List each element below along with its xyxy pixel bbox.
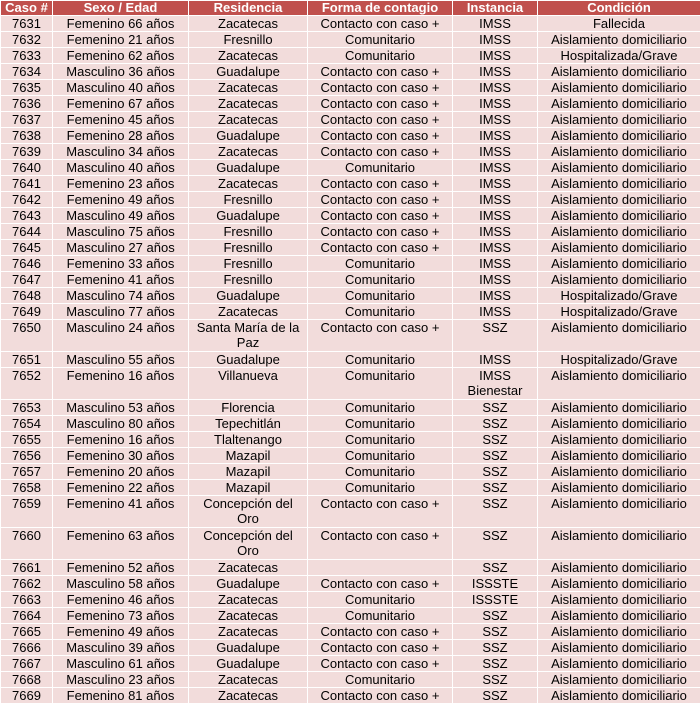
cell-residencia: Fresnillo [189,240,308,256]
cell-sexo-edad: Masculino 40 años [53,160,189,176]
cell-caso: 7661 [1,560,53,576]
cell-condicion: Aislamiento domiciliario [538,64,700,80]
cell-caso: 7639 [1,144,53,160]
cell-forma-contagio: Contacto con caso + [308,320,453,352]
cell-condicion: Aislamiento domiciliario [538,656,700,672]
table-row [1,496,700,528]
cell-caso: 7652 [1,368,53,400]
cell-instancia: IMSS [453,64,538,80]
cell-condicion: Hospitalizada/Grave [538,48,700,64]
cell-caso: 7637 [1,112,53,128]
cell-caso: 7667 [1,656,53,672]
cell-forma-contagio: Comunitario [308,672,453,688]
cell-residencia: Zacatecas [189,16,308,32]
cell-caso: 7643 [1,208,53,224]
cell-residencia: Zacatecas [189,608,308,624]
cell-instancia: ISSSTE [453,592,538,608]
table-header [1,1,700,16]
cell-instancia: SSZ [453,432,538,448]
cell-instancia: SSZ [453,464,538,480]
cell-condicion: Hospitalizado/Grave [538,304,700,320]
cell-instancia: SSZ [453,496,538,528]
table-row [1,592,700,608]
cell-forma-contagio: Contacto con caso + [308,16,453,32]
cell-instancia: SSZ [453,656,538,672]
cell-caso: 7648 [1,288,53,304]
cell-sexo-edad: Femenino 41 años [53,272,189,288]
cell-caso: 7666 [1,640,53,656]
cell-sexo-edad: Femenino 28 años [53,128,189,144]
cell-forma-contagio: Contacto con caso + [308,96,453,112]
cell-residencia: Tlaltenango [189,432,308,448]
cell-sexo-edad: Masculino 24 años [53,320,189,352]
cell-sexo-edad: Masculino 53 años [53,400,189,416]
cell-residencia: Zacatecas [189,80,308,96]
cell-caso: 7636 [1,96,53,112]
cell-condicion: Fallecida [538,16,700,32]
cell-instancia: IMSS [453,96,538,112]
cell-residencia: Concepción del Oro [189,528,308,560]
cell-instancia: IMSS [453,128,538,144]
cell-instancia: IMSS [453,224,538,240]
cell-caso: 7656 [1,448,53,464]
table-row [1,528,700,560]
cell-instancia: IMSS [453,48,538,64]
cell-forma-contagio: Contacto con caso + [308,80,453,96]
cell-forma-contagio: Contacto con caso + [308,624,453,640]
table-row [1,560,700,576]
cell-sexo-edad: Masculino 34 años [53,144,189,160]
cell-condicion: Aislamiento domiciliario [538,112,700,128]
cell-residencia: Zacatecas [189,112,308,128]
cell-condicion: Aislamiento domiciliario [538,272,700,288]
cell-condicion: Aislamiento domiciliario [538,624,700,640]
cell-caso: 7635 [1,80,53,96]
cell-sexo-edad: Femenino 67 años [53,96,189,112]
cell-caso: 7651 [1,352,53,368]
cell-caso: 7653 [1,400,53,416]
cell-condicion: Hospitalizado/Grave [538,352,700,368]
cell-caso: 7638 [1,128,53,144]
column-header-sexo-edad: Sexo / Edad [53,1,189,16]
table-row [1,16,700,32]
cell-forma-contagio: Contacto con caso + [308,528,453,560]
table-row [1,160,700,176]
cell-residencia: Fresnillo [189,272,308,288]
table-row [1,32,700,48]
cell-caso: 7665 [1,624,53,640]
cell-caso: 7634 [1,64,53,80]
cell-caso: 7645 [1,240,53,256]
cell-forma-contagio: Contacto con caso + [308,192,453,208]
cell-residencia: Mazapil [189,464,308,480]
table-row [1,464,700,480]
cell-instancia: SSZ [453,400,538,416]
cell-sexo-edad: Femenino 22 años [53,480,189,496]
cell-instancia: SSZ [453,320,538,352]
table-row [1,272,700,288]
cell-instancia: IMSS [453,16,538,32]
cell-condicion: Aislamiento domiciliario [538,592,700,608]
cell-residencia: Guadalupe [189,656,308,672]
cell-instancia: SSZ [453,416,538,432]
table-row [1,432,700,448]
cell-condicion: Aislamiento domiciliario [538,416,700,432]
cell-sexo-edad: Masculino 75 años [53,224,189,240]
cell-sexo-edad: Femenino 52 años [53,560,189,576]
cell-condicion: Aislamiento domiciliario [538,32,700,48]
table-row [1,224,700,240]
cell-condicion: Aislamiento domiciliario [538,608,700,624]
column-header-forma-contagio: Forma de contagio [308,1,453,16]
table-row [1,96,700,112]
table-row [1,192,700,208]
column-header-caso: Caso # [1,1,53,16]
cell-forma-contagio: Comunitario [308,352,453,368]
cell-sexo-edad: Femenino 21 años [53,32,189,48]
cell-forma-contagio [308,560,453,576]
cell-caso: 7641 [1,176,53,192]
cell-forma-contagio: Contacto con caso + [308,224,453,240]
cell-caso: 7655 [1,432,53,448]
cell-condicion: Aislamiento domiciliario [538,640,700,656]
cell-condicion: Aislamiento domiciliario [538,240,700,256]
cell-condicion: Aislamiento domiciliario [538,480,700,496]
table-row [1,448,700,464]
cell-condicion: Aislamiento domiciliario [538,672,700,688]
cell-sexo-edad: Femenino 41 años [53,496,189,528]
cell-forma-contagio: Comunitario [308,48,453,64]
cell-sexo-edad: Masculino 23 años [53,672,189,688]
cell-condicion: Aislamiento domiciliario [538,224,700,240]
cell-instancia: IMSS [453,112,538,128]
cell-forma-contagio: Contacto con caso + [308,656,453,672]
cell-condicion: Aislamiento domiciliario [538,96,700,112]
cell-instancia: SSZ [453,560,538,576]
cell-condicion: Aislamiento domiciliario [538,576,700,592]
cell-sexo-edad: Masculino 77 años [53,304,189,320]
cell-forma-contagio: Comunitario [308,256,453,272]
cell-caso: 7658 [1,480,53,496]
cell-instancia: SSZ [453,672,538,688]
cell-sexo-edad: Masculino 61 años [53,656,189,672]
cell-sexo-edad: Femenino 16 años [53,368,189,400]
cell-residencia: Fresnillo [189,192,308,208]
table-row [1,176,700,192]
cell-residencia: Zacatecas [189,560,308,576]
table-row [1,304,700,320]
cell-sexo-edad: Femenino 49 años [53,624,189,640]
cell-condicion: Aislamiento domiciliario [538,160,700,176]
table-row [1,400,700,416]
cell-caso: 7642 [1,192,53,208]
cell-instancia: SSZ [453,624,538,640]
column-header-instancia: Instancia [453,1,538,16]
cell-residencia: Fresnillo [189,224,308,240]
cell-forma-contagio: Comunitario [308,272,453,288]
cell-caso: 7668 [1,672,53,688]
cell-forma-contagio: Contacto con caso + [308,576,453,592]
cell-sexo-edad: Masculino 49 años [53,208,189,224]
cell-instancia: IMSS [453,144,538,160]
table-row [1,128,700,144]
cell-caso: 7650 [1,320,53,352]
table-row [1,608,700,624]
cell-sexo-edad: Femenino 49 años [53,192,189,208]
cell-residencia: Villanueva [189,368,308,400]
table-row [1,80,700,96]
table-row [1,144,700,160]
cell-forma-contagio: Contacto con caso + [308,144,453,160]
cell-residencia: Zacatecas [189,592,308,608]
cell-instancia: SSZ [453,480,538,496]
cell-forma-contagio: Comunitario [308,400,453,416]
cell-forma-contagio: Comunitario [308,32,453,48]
cell-instancia: SSZ [453,448,538,464]
header-row [1,1,700,16]
table-row [1,288,700,304]
cell-caso: 7647 [1,272,53,288]
cell-condicion: Aislamiento domiciliario [538,448,700,464]
cell-residencia: Zacatecas [189,672,308,688]
table-row [1,416,700,432]
cell-residencia: Zacatecas [189,176,308,192]
cell-sexo-edad: Femenino 62 años [53,48,189,64]
cell-condicion: Aislamiento domiciliario [538,208,700,224]
table-row [1,624,700,640]
cell-condicion: Aislamiento domiciliario [538,176,700,192]
cell-condicion: Hospitalizado/Grave [538,288,700,304]
cell-residencia: Mazapil [189,448,308,464]
cell-caso: 7649 [1,304,53,320]
table-row [1,656,700,672]
cell-forma-contagio: Comunitario [308,448,453,464]
cell-residencia: Tepechitlán [189,416,308,432]
cell-condicion: Aislamiento domiciliario [538,432,700,448]
cell-residencia: Mazapil [189,480,308,496]
cell-forma-contagio: Comunitario [308,368,453,400]
cell-sexo-edad: Masculino 40 años [53,80,189,96]
cell-forma-contagio: Contacto con caso + [308,240,453,256]
cell-residencia: Fresnillo [189,256,308,272]
cell-sexo-edad: Masculino 36 años [53,64,189,80]
cell-caso: 7646 [1,256,53,272]
cell-residencia: Guadalupe [189,208,308,224]
cell-forma-contagio: Contacto con caso + [308,688,453,704]
cell-instancia: IMSS [453,352,538,368]
cell-instancia: IMSS Bienestar [453,368,538,400]
cell-sexo-edad: Femenino 63 años [53,528,189,560]
cell-residencia: Zacatecas [189,688,308,704]
cell-residencia: Guadalupe [189,64,308,80]
cell-caso: 7659 [1,496,53,528]
cell-sexo-edad: Masculino 58 años [53,576,189,592]
cell-sexo-edad: Masculino 39 años [53,640,189,656]
cell-sexo-edad: Femenino 46 años [53,592,189,608]
cell-residencia: Zacatecas [189,304,308,320]
cell-residencia: Guadalupe [189,352,308,368]
cell-instancia: IMSS [453,208,538,224]
cell-instancia: IMSS [453,80,538,96]
cell-residencia: Zacatecas [189,96,308,112]
cell-sexo-edad: Femenino 81 años [53,688,189,704]
cell-forma-contagio: Comunitario [308,160,453,176]
cell-forma-contagio: Contacto con caso + [308,112,453,128]
cell-caso: 7660 [1,528,53,560]
cell-caso: 7644 [1,224,53,240]
cell-residencia: Guadalupe [189,576,308,592]
table-row [1,576,700,592]
cell-condicion: Aislamiento domiciliario [538,400,700,416]
table-row [1,480,700,496]
cell-residencia: Guadalupe [189,288,308,304]
cell-forma-contagio: Contacto con caso + [308,208,453,224]
table-row [1,672,700,688]
cell-residencia: Guadalupe [189,640,308,656]
cell-residencia: Zacatecas [189,48,308,64]
cell-forma-contagio: Comunitario [308,464,453,480]
cell-instancia: SSZ [453,640,538,656]
table-row [1,368,700,400]
cell-condicion: Aislamiento domiciliario [538,560,700,576]
cell-caso: 7631 [1,16,53,32]
cell-sexo-edad: Masculino 80 años [53,416,189,432]
cell-forma-contagio: Contacto con caso + [308,64,453,80]
cell-instancia: SSZ [453,608,538,624]
cell-residencia: Guadalupe [189,128,308,144]
cell-caso: 7640 [1,160,53,176]
cell-sexo-edad: Femenino 45 años [53,112,189,128]
table-row [1,240,700,256]
cell-forma-contagio: Comunitario [308,416,453,432]
cell-forma-contagio: Comunitario [308,592,453,608]
cell-caso: 7654 [1,416,53,432]
table-row [1,352,700,368]
cell-residencia: Fresnillo [189,32,308,48]
cell-instancia: IMSS [453,256,538,272]
cell-instancia: IMSS [453,32,538,48]
cell-forma-contagio: Comunitario [308,608,453,624]
cell-forma-contagio: Contacto con caso + [308,128,453,144]
cell-sexo-edad: Femenino 20 años [53,464,189,480]
cell-instancia: IMSS [453,176,538,192]
cell-instancia: IMSS [453,160,538,176]
column-header-residencia: Residencia [189,1,308,16]
cell-forma-contagio: Comunitario [308,432,453,448]
cell-caso: 7633 [1,48,53,64]
cell-sexo-edad: Femenino 16 años [53,432,189,448]
cell-residencia: Guadalupe [189,160,308,176]
table-row [1,48,700,64]
cell-sexo-edad: Femenino 30 años [53,448,189,464]
cell-sexo-edad: Femenino 33 años [53,256,189,272]
cell-condicion: Aislamiento domiciliario [538,256,700,272]
cell-forma-contagio: Contacto con caso + [308,640,453,656]
cell-residencia: Concepción del Oro [189,496,308,528]
cell-forma-contagio: Comunitario [308,480,453,496]
table-row [1,208,700,224]
cell-condicion: Aislamiento domiciliario [538,496,700,528]
cell-condicion: Aislamiento domiciliario [538,368,700,400]
cell-instancia: IMSS [453,240,538,256]
table-row [1,688,700,704]
cell-residencia: Zacatecas [189,624,308,640]
cell-condicion: Aislamiento domiciliario [538,528,700,560]
cell-caso: 7657 [1,464,53,480]
cell-instancia: IMSS [453,288,538,304]
cell-condicion: Aislamiento domiciliario [538,464,700,480]
cell-sexo-edad: Masculino 27 años [53,240,189,256]
cell-instancia: IMSS [453,304,538,320]
cell-forma-contagio: Comunitario [308,288,453,304]
cell-caso: 7663 [1,592,53,608]
table-row [1,640,700,656]
cell-forma-contagio: Comunitario [308,304,453,320]
cell-condicion: Aislamiento domiciliario [538,128,700,144]
cell-sexo-edad: Femenino 66 años [53,16,189,32]
cell-sexo-edad: Femenino 73 años [53,608,189,624]
cell-instancia: IMSS [453,192,538,208]
cell-forma-contagio: Contacto con caso + [308,496,453,528]
cell-condicion: Aislamiento domiciliario [538,320,700,352]
cell-caso: 7664 [1,608,53,624]
cell-sexo-edad: Masculino 55 años [53,352,189,368]
table-row [1,112,700,128]
cell-condicion: Aislamiento domiciliario [538,144,700,160]
cell-sexo-edad: Masculino 74 años [53,288,189,304]
column-header-condicion: Condición [538,1,700,16]
cell-instancia: SSZ [453,688,538,704]
cell-residencia: Zacatecas [189,144,308,160]
table-row [1,320,700,352]
table-row [1,64,700,80]
cell-condicion: Aislamiento domiciliario [538,192,700,208]
cell-instancia: IMSS [453,272,538,288]
cell-instancia: ISSSTE [453,576,538,592]
cell-sexo-edad: Femenino 23 años [53,176,189,192]
cell-condicion: Aislamiento domiciliario [538,80,700,96]
cell-caso: 7662 [1,576,53,592]
cell-condicion: Aislamiento domiciliario [538,688,700,704]
cell-instancia: SSZ [453,528,538,560]
cell-caso: 7669 [1,688,53,704]
cell-residencia: Santa María de la Paz [189,320,308,352]
cell-forma-contagio: Contacto con caso + [308,176,453,192]
cell-caso: 7632 [1,32,53,48]
table-row [1,256,700,272]
table-body [1,16,700,704]
cell-residencia: Florencia [189,400,308,416]
